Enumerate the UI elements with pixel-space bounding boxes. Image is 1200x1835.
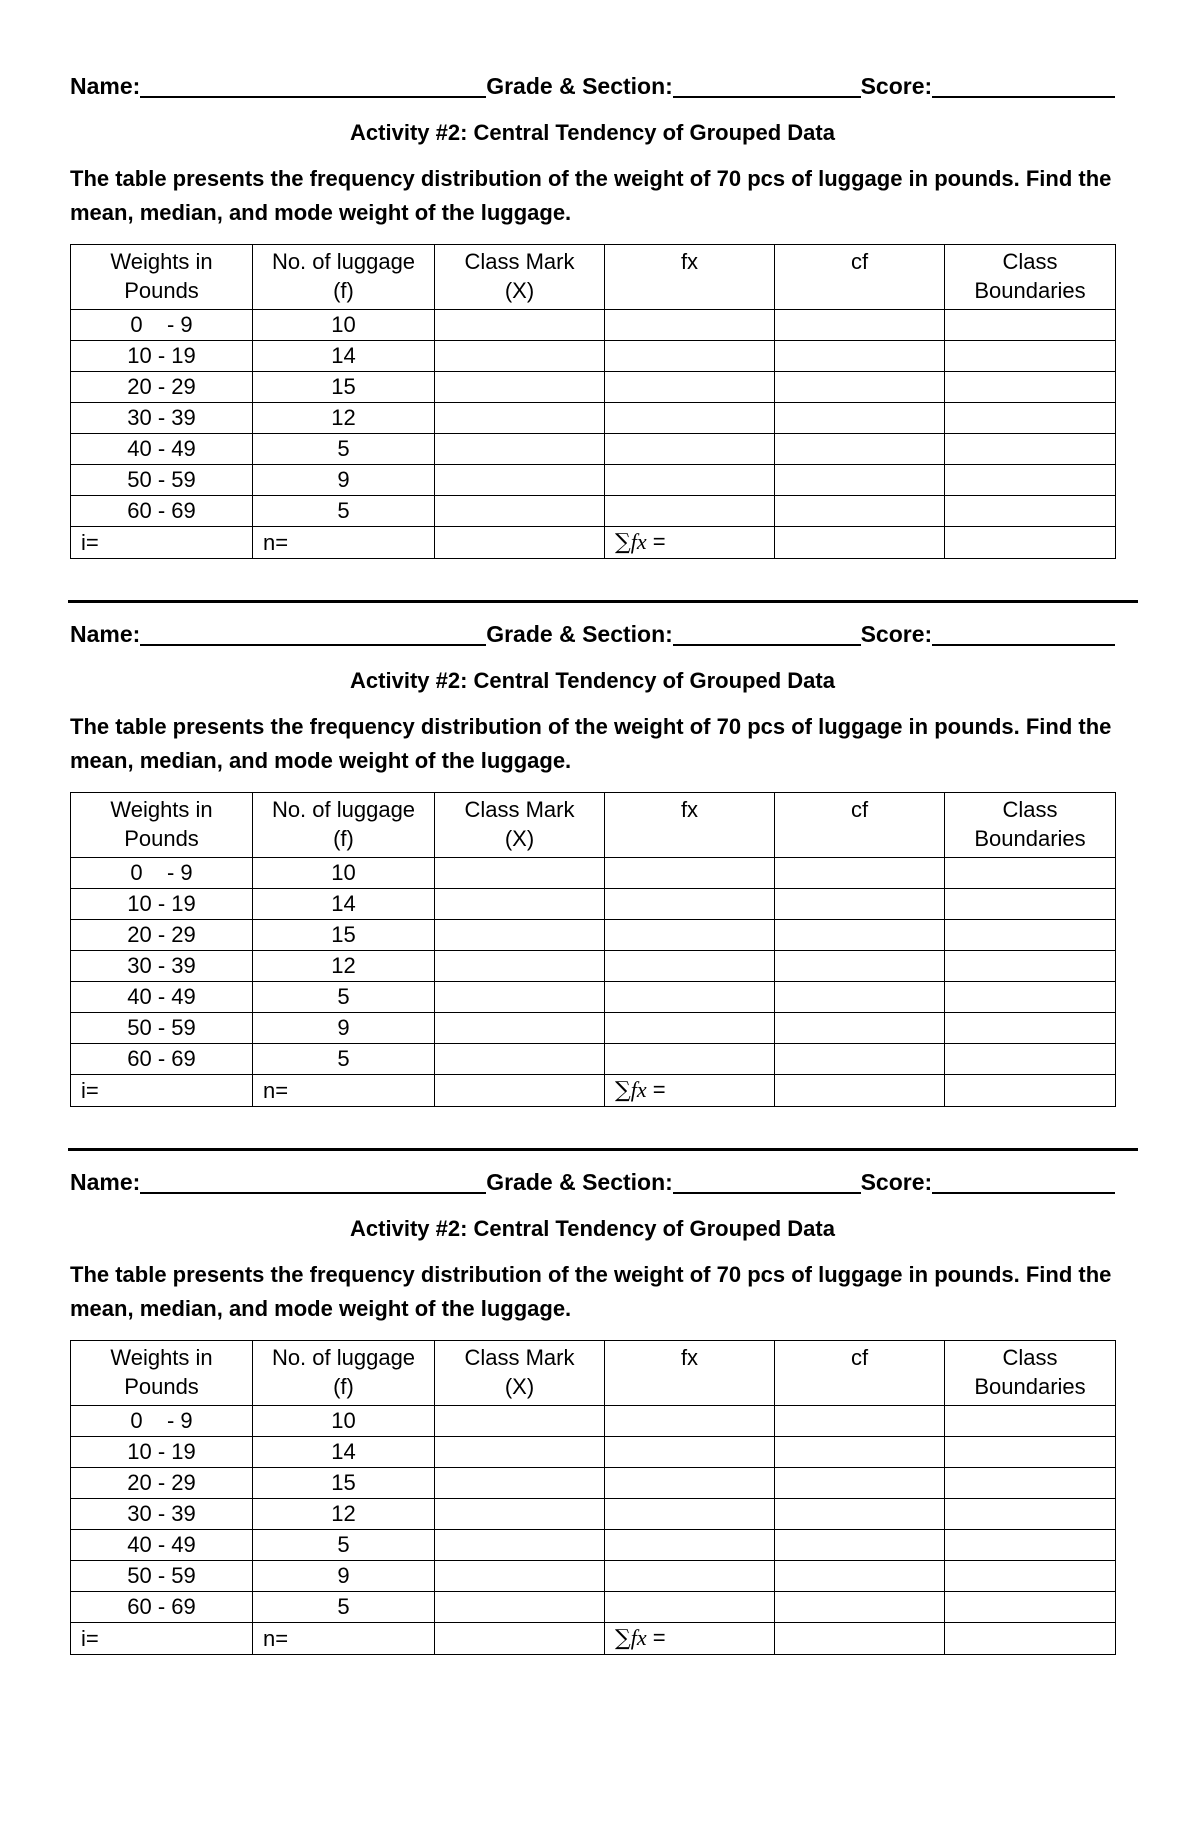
grade-section-blank[interactable]: [673, 1170, 861, 1194]
class-mark-cell[interactable]: [435, 1499, 605, 1530]
fx-cell[interactable]: [605, 920, 775, 951]
column-header-line2: (f): [333, 1374, 354, 1399]
interval-width-cell[interactable]: i=: [71, 527, 253, 559]
cf-cell[interactable]: [775, 372, 945, 403]
grade-section-blank[interactable]: [673, 622, 861, 646]
column-header-line2: (X): [504, 1374, 535, 1399]
student-info-line: [70, 1164, 1115, 1196]
class-mark-cell[interactable]: [435, 1406, 605, 1437]
name-blank[interactable]: [140, 622, 486, 646]
score-label: Score:: [860, 73, 933, 99]
weight-class-cell: 60 - 69: [71, 1044, 253, 1075]
class-boundaries-cell[interactable]: [945, 496, 1116, 527]
cf-cell[interactable]: [775, 1592, 945, 1623]
cf-cell[interactable]: [775, 310, 945, 341]
name-blank[interactable]: [140, 74, 486, 98]
weight-class-cell: 50 - 59: [71, 465, 253, 496]
fx-cell[interactable]: [605, 1044, 775, 1075]
instructions: The table presents the frequency distribution of the weight of 70 pcs of luggage in pounds. Find the mean, median, and mode weight of the luggage.: [70, 714, 1112, 773]
class-mark-cell[interactable]: [435, 465, 605, 496]
weight-class-cell: 10 - 19: [71, 889, 253, 920]
cf-cell[interactable]: [775, 403, 945, 434]
grade-section-label: Grade & Section:: [486, 1169, 673, 1195]
table-row: [71, 1468, 1116, 1499]
cf-cell[interactable]: [775, 465, 945, 496]
frequency-cell: 5: [253, 1530, 435, 1561]
table-row: [71, 1592, 1116, 1623]
column-header: [605, 793, 775, 858]
score-blank[interactable]: [932, 622, 1115, 646]
fx-cell[interactable]: [605, 951, 775, 982]
fx-cell[interactable]: [605, 1013, 775, 1044]
class-boundaries-cell[interactable]: [945, 1592, 1116, 1623]
weight-class-cell: 30 - 39: [71, 1499, 253, 1530]
column-header-line2: (f): [333, 826, 354, 851]
table-row: [71, 434, 1116, 465]
class-boundaries-cell[interactable]: [945, 434, 1116, 465]
column-header-line1: fx: [680, 1345, 699, 1370]
table-row: [71, 341, 1116, 372]
class-boundaries-cell[interactable]: [945, 951, 1116, 982]
instructions: The table presents the frequency distribution of the weight of 70 pcs of luggage in pounds. Find the mean, median, and mode weight of the luggage.: [70, 166, 1112, 225]
sum-fx-cell[interactable]: [605, 1623, 775, 1655]
frequency-cell: 12: [253, 951, 435, 982]
class-mark-cell[interactable]: [435, 403, 605, 434]
frequency-cell: 10: [253, 310, 435, 341]
column-header: [253, 245, 435, 310]
table-row: [71, 1499, 1116, 1530]
frequency-cell: 15: [253, 372, 435, 403]
fx-cell[interactable]: [605, 1499, 775, 1530]
column-header-line1: cf: [850, 249, 869, 274]
class-mark-cell[interactable]: [435, 858, 605, 889]
table-row: [71, 1530, 1116, 1561]
table-row: [71, 1561, 1116, 1592]
frequency-cell: 5: [253, 434, 435, 465]
class-mark-cell[interactable]: [435, 920, 605, 951]
column-header: [605, 245, 775, 310]
weight-class-cell: 50 - 59: [71, 1013, 253, 1044]
blank-total-cell[interactable]: [775, 527, 945, 559]
column-header: [71, 793, 253, 858]
class-boundaries-cell[interactable]: [945, 1530, 1116, 1561]
fx-cell[interactable]: [605, 372, 775, 403]
total-n-cell[interactable]: n=: [253, 1623, 435, 1655]
score-label: Score:: [860, 621, 933, 647]
separator-line: [68, 600, 1138, 603]
weight-class-cell: 30 - 39: [71, 403, 253, 434]
fx-cell[interactable]: [605, 434, 775, 465]
class-mark-cell[interactable]: [435, 310, 605, 341]
activity-title: Activity #2: Central Tendency of Grouped Data: [350, 668, 835, 693]
table-row: [71, 858, 1116, 889]
frequency-cell: 5: [253, 1044, 435, 1075]
blank-total-cell[interactable]: [435, 1075, 605, 1107]
column-header-line1: fx: [680, 797, 699, 822]
equals-sign: =: [646, 529, 666, 554]
total-n-cell[interactable]: n=: [253, 1075, 435, 1107]
fx-symbol: fx: [630, 1077, 647, 1102]
table-row: [71, 465, 1116, 496]
name-label: Name:: [70, 621, 141, 647]
frequency-cell: 9: [253, 465, 435, 496]
weight-class-cell: 30 - 39: [71, 951, 253, 982]
class-mark-cell[interactable]: [435, 1468, 605, 1499]
table-row: [71, 951, 1116, 982]
class-boundaries-cell[interactable]: [945, 1468, 1116, 1499]
frequency-cell: 10: [253, 1406, 435, 1437]
frequency-cell: 12: [253, 403, 435, 434]
class-mark-cell[interactable]: [435, 1044, 605, 1075]
table-row: [71, 310, 1116, 341]
cf-cell[interactable]: [775, 341, 945, 372]
column-header-line1: Weights in: [110, 249, 213, 274]
grade-section-label: Grade & Section:: [486, 621, 673, 647]
table-row: [71, 372, 1116, 403]
sigma-symbol: ∑: [615, 1078, 631, 1103]
column-header-line1: Weights in: [110, 797, 213, 822]
blank-total-cell[interactable]: [945, 527, 1116, 559]
table-row: [71, 1044, 1116, 1075]
weight-class-cell: 10 - 19: [71, 1437, 253, 1468]
activity-sheet-3: [70, 1164, 1115, 1655]
table-header-row: [71, 245, 1116, 310]
cf-cell[interactable]: [775, 858, 945, 889]
column-header-line1: cf: [850, 797, 869, 822]
column-header-line1: Class Mark: [464, 1345, 575, 1370]
class-boundaries-cell[interactable]: [945, 920, 1116, 951]
name-blank[interactable]: [140, 1170, 486, 1194]
fx-cell[interactable]: [605, 858, 775, 889]
frequency-cell: 5: [253, 496, 435, 527]
class-mark-cell[interactable]: [435, 1561, 605, 1592]
fx-cell[interactable]: [605, 889, 775, 920]
column-header-line2: Pounds: [124, 826, 199, 851]
class-boundaries-cell[interactable]: [945, 1561, 1116, 1592]
column-header-line1: Class: [1002, 797, 1058, 822]
table-row: [71, 496, 1116, 527]
class-mark-cell[interactable]: [435, 1437, 605, 1468]
column-header-line1: cf: [850, 1345, 869, 1370]
column-header-line2: Boundaries: [974, 1374, 1086, 1399]
student-info-line: [70, 616, 1115, 648]
blank-total-cell[interactable]: [775, 1623, 945, 1655]
class-boundaries-cell[interactable]: [945, 889, 1116, 920]
cf-cell[interactable]: [775, 434, 945, 465]
table-footer-row: [71, 1623, 1116, 1655]
class-mark-cell[interactable]: [435, 496, 605, 527]
equals-sign: =: [646, 1077, 666, 1102]
column-header-line2: Boundaries: [974, 826, 1086, 851]
table-row: [71, 403, 1116, 434]
table-footer-row: [71, 1075, 1116, 1107]
activity-title: Activity #2: Central Tendency of Grouped Data: [350, 120, 835, 145]
frequency-cell: 10: [253, 858, 435, 889]
fx-cell[interactable]: [605, 1468, 775, 1499]
column-header: [775, 793, 945, 858]
cf-cell[interactable]: [775, 1013, 945, 1044]
fx-cell[interactable]: [605, 465, 775, 496]
cf-cell[interactable]: [775, 982, 945, 1013]
cf-cell[interactable]: [775, 1468, 945, 1499]
instructions: The table presents the frequency distribution of the weight of 70 pcs of luggage in pounds. Find the mean, median, and mode weight of the luggage.: [70, 1262, 1112, 1321]
blank-total-cell[interactable]: [945, 1075, 1116, 1107]
cf-cell[interactable]: [775, 1530, 945, 1561]
activity-sheet-2: [70, 616, 1115, 1107]
class-boundaries-cell[interactable]: [945, 310, 1116, 341]
fx-cell[interactable]: [605, 1406, 775, 1437]
table-header-row: [71, 1341, 1116, 1406]
name-label: Name:: [70, 73, 141, 99]
table-row: [71, 982, 1116, 1013]
fx-cell[interactable]: [605, 310, 775, 341]
class-boundaries-cell[interactable]: [945, 1406, 1116, 1437]
fx-symbol: fx: [630, 529, 647, 554]
score-blank[interactable]: [932, 74, 1115, 98]
class-boundaries-cell[interactable]: [945, 982, 1116, 1013]
cf-cell[interactable]: [775, 1499, 945, 1530]
weight-class-cell: 40 - 49: [71, 982, 253, 1013]
cf-cell[interactable]: [775, 496, 945, 527]
column-header: [775, 245, 945, 310]
column-header: [435, 1341, 605, 1406]
interval-width-cell[interactable]: i=: [71, 1623, 253, 1655]
class-mark-cell[interactable]: [435, 982, 605, 1013]
column-header-line1: Class: [1002, 249, 1058, 274]
weight-class-cell: 60 - 69: [71, 1592, 253, 1623]
column-header: [605, 1341, 775, 1406]
class-mark-cell[interactable]: [435, 1592, 605, 1623]
fx-cell[interactable]: [605, 982, 775, 1013]
column-header-line2: Boundaries: [974, 278, 1086, 303]
equals-sign: =: [646, 1625, 666, 1650]
column-header-line1: Weights in: [110, 1345, 213, 1370]
column-header: [945, 1341, 1116, 1406]
weight-class-cell: 0 - 9: [71, 310, 253, 341]
frequency-table: [70, 792, 1116, 1107]
column-header: [71, 1341, 253, 1406]
class-boundaries-cell[interactable]: [945, 1044, 1116, 1075]
column-header: [945, 793, 1116, 858]
weight-class-cell: 40 - 49: [71, 1530, 253, 1561]
activity-sheet-1: [70, 68, 1115, 559]
frequency-cell: 5: [253, 1592, 435, 1623]
blank-total-cell[interactable]: [945, 1623, 1116, 1655]
class-boundaries-cell[interactable]: [945, 341, 1116, 372]
column-header-line1: fx: [680, 249, 699, 274]
separator-line: [68, 1148, 1138, 1151]
name-label: Name:: [70, 1169, 141, 1195]
cf-cell[interactable]: [775, 920, 945, 951]
column-header: [435, 793, 605, 858]
class-mark-cell[interactable]: [435, 951, 605, 982]
interval-width-cell[interactable]: i=: [71, 1075, 253, 1107]
column-header: [945, 245, 1116, 310]
frequency-cell: 9: [253, 1013, 435, 1044]
class-boundaries-cell[interactable]: [945, 465, 1116, 496]
frequency-cell: 14: [253, 889, 435, 920]
total-n-cell[interactable]: n=: [253, 527, 435, 559]
column-header-line2: Pounds: [124, 1374, 199, 1399]
class-mark-cell[interactable]: [435, 434, 605, 465]
frequency-cell: 9: [253, 1561, 435, 1592]
fx-cell[interactable]: [605, 341, 775, 372]
fx-cell[interactable]: [605, 403, 775, 434]
table-row: [71, 1013, 1116, 1044]
cf-cell[interactable]: [775, 1437, 945, 1468]
frequency-cell: 14: [253, 1437, 435, 1468]
class-boundaries-cell[interactable]: [945, 372, 1116, 403]
fx-cell[interactable]: [605, 1561, 775, 1592]
column-header-line2: (X): [504, 278, 535, 303]
class-mark-cell[interactable]: [435, 1530, 605, 1561]
frequency-table: [70, 244, 1116, 559]
column-header: [71, 245, 253, 310]
class-boundaries-cell[interactable]: [945, 1437, 1116, 1468]
student-info-line: [70, 68, 1115, 100]
table-row: [71, 920, 1116, 951]
cf-cell[interactable]: [775, 889, 945, 920]
column-header: [775, 1341, 945, 1406]
class-boundaries-cell[interactable]: [945, 403, 1116, 434]
column-header: [253, 793, 435, 858]
weight-class-cell: 0 - 9: [71, 1406, 253, 1437]
column-header-line2: Pounds: [124, 278, 199, 303]
fx-cell[interactable]: [605, 1437, 775, 1468]
column-header-line1: No. of luggage: [271, 797, 416, 822]
fx-symbol: fx: [630, 1625, 647, 1650]
column-header-line1: No. of luggage: [271, 1345, 416, 1370]
column-header-line1: Class Mark: [464, 797, 575, 822]
activity-title: Activity #2: Central Tendency of Grouped Data: [350, 1216, 835, 1241]
fx-cell[interactable]: [605, 1530, 775, 1561]
blank-total-cell[interactable]: [435, 527, 605, 559]
cf-cell[interactable]: [775, 951, 945, 982]
weight-class-cell: 20 - 29: [71, 920, 253, 951]
class-boundaries-cell[interactable]: [945, 1499, 1116, 1530]
class-mark-cell[interactable]: [435, 1013, 605, 1044]
cf-cell[interactable]: [775, 1406, 945, 1437]
grade-section-label: Grade & Section:: [486, 73, 673, 99]
weight-class-cell: 10 - 19: [71, 341, 253, 372]
frequency-cell: 14: [253, 341, 435, 372]
column-header-line2: (f): [333, 278, 354, 303]
column-header-line2: (X): [504, 826, 535, 851]
blank-total-cell[interactable]: [435, 1623, 605, 1655]
class-boundaries-cell[interactable]: [945, 1013, 1116, 1044]
class-mark-cell[interactable]: [435, 341, 605, 372]
table-footer-row: [71, 527, 1116, 559]
frequency-table: [70, 1340, 1116, 1655]
column-header-line1: No. of luggage: [271, 249, 416, 274]
frequency-cell: 15: [253, 1468, 435, 1499]
cf-cell[interactable]: [775, 1044, 945, 1075]
cf-cell[interactable]: [775, 1561, 945, 1592]
class-mark-cell[interactable]: [435, 372, 605, 403]
fx-cell[interactable]: [605, 1592, 775, 1623]
frequency-cell: 12: [253, 1499, 435, 1530]
grade-section-blank[interactable]: [673, 74, 861, 98]
weight-class-cell: 50 - 59: [71, 1561, 253, 1592]
column-header-line1: Class Mark: [464, 249, 575, 274]
sigma-symbol: ∑: [615, 530, 631, 555]
column-header-line1: Class: [1002, 1345, 1058, 1370]
column-header: [435, 245, 605, 310]
weight-class-cell: 20 - 29: [71, 372, 253, 403]
weight-class-cell: 40 - 49: [71, 434, 253, 465]
class-mark-cell[interactable]: [435, 889, 605, 920]
frequency-cell: 5: [253, 982, 435, 1013]
blank-total-cell[interactable]: [775, 1075, 945, 1107]
score-label: Score:: [860, 1169, 933, 1195]
class-boundaries-cell[interactable]: [945, 858, 1116, 889]
fx-cell[interactable]: [605, 496, 775, 527]
column-header: [253, 1341, 435, 1406]
table-row: [71, 889, 1116, 920]
weight-class-cell: 60 - 69: [71, 496, 253, 527]
table-row: [71, 1437, 1116, 1468]
sum-fx-cell[interactable]: [605, 527, 775, 559]
frequency-cell: 15: [253, 920, 435, 951]
sigma-symbol: ∑: [615, 1626, 631, 1651]
weight-class-cell: 20 - 29: [71, 1468, 253, 1499]
weight-class-cell: 0 - 9: [71, 858, 253, 889]
score-blank[interactable]: [932, 1170, 1115, 1194]
table-row: [71, 1406, 1116, 1437]
sum-fx-cell[interactable]: [605, 1075, 775, 1107]
table-header-row: [71, 793, 1116, 858]
